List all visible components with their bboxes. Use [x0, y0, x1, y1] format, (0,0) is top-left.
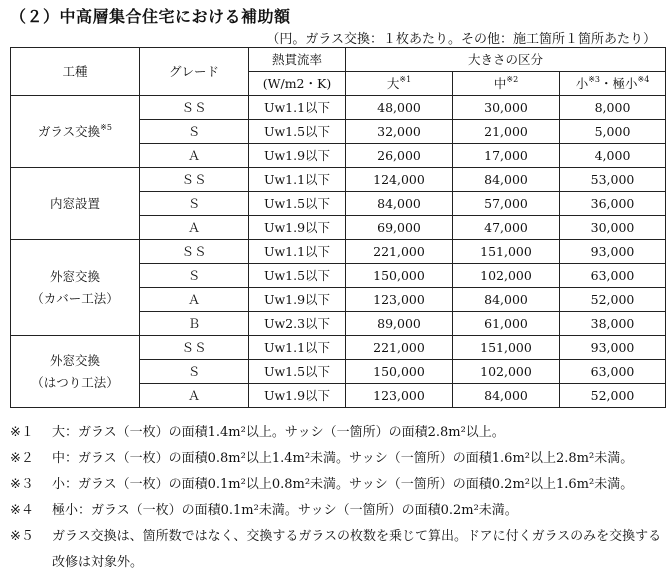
- header-xsmall-sup: ※4: [637, 74, 650, 84]
- category-cell: [11, 336, 140, 408]
- footnote: [10, 524, 665, 576]
- uvalue-cell: Uw1.5以下: [249, 192, 346, 216]
- grade-cell: Ａ: [140, 144, 249, 168]
- category-cell: [11, 240, 140, 336]
- footnote: [10, 420, 665, 446]
- footnote: [10, 472, 665, 498]
- footnote-mark: ※２: [10, 451, 34, 466]
- amount-large-cell: 123,000: [346, 288, 453, 312]
- footnotes: [10, 420, 665, 576]
- footnote-text: ガラス交換は、箇所数ではなく、交換するガラスの枚数を乗じて算出。ドアに付くガラスのみを交換する改修は対象外。: [52, 529, 662, 570]
- category-name-sub: （カバー工法）: [31, 290, 119, 306]
- page-title: （２）中高層集合住宅における補助額: [10, 7, 291, 26]
- grade-cell: Ｓ: [140, 192, 249, 216]
- grade-cell: ＳＳ: [140, 240, 249, 264]
- amount-large-cell: 150,000: [346, 264, 453, 288]
- footnote: [10, 498, 665, 524]
- amount-medium-cell: 57,000: [453, 192, 560, 216]
- category-cell: [11, 168, 140, 240]
- category-cell: [11, 96, 140, 168]
- amount-small-cell: 4,000: [560, 144, 666, 168]
- amount-large-cell: 123,000: [346, 384, 453, 408]
- header-xsmall-label: 極小: [612, 75, 638, 91]
- amount-medium-cell: 151,000: [453, 240, 560, 264]
- uvalue-cell: Uw1.9以下: [249, 144, 346, 168]
- grade-cell: Ｂ: [140, 312, 249, 336]
- header-small: [560, 72, 666, 96]
- grade-cell: ＳＳ: [140, 96, 249, 120]
- footnote-text: 小：ガラス（一枚）の面積0.1m²以上0.8m²未満。サッシ（一箇所）の面積0.2m²以上1.6m²未満。: [52, 477, 634, 492]
- amount-small-cell: 36,000: [560, 192, 666, 216]
- category-name-sub: （はつり工法）: [31, 374, 119, 390]
- grade-cell: Ａ: [140, 288, 249, 312]
- amount-medium-cell: 61,000: [453, 312, 560, 336]
- amount-small-cell: 38,000: [560, 312, 666, 336]
- amount-large-cell: 69,000: [346, 216, 453, 240]
- footnote: [10, 446, 665, 472]
- header-small-sup: ※3: [588, 74, 600, 84]
- amount-small-cell: 52,000: [560, 384, 666, 408]
- uvalue-cell: Uw1.9以下: [249, 384, 346, 408]
- amount-large-cell: 150,000: [346, 360, 453, 384]
- amount-large-cell: 221,000: [346, 336, 453, 360]
- uvalue-cell: Uw1.1以下: [249, 96, 346, 120]
- amount-large-cell: 89,000: [346, 312, 453, 336]
- amount-small-cell: 93,000: [560, 336, 666, 360]
- footnote-mark: ※５: [10, 529, 34, 544]
- footnote-text: 大：ガラス（一枚）の面積1.4m²以上。サッシ（一箇所）の面積2.8m²以上。: [52, 425, 505, 440]
- header-large-label: 大: [386, 75, 400, 91]
- uvalue-cell: Uw2.3以下: [249, 312, 346, 336]
- amount-large-cell: 124,000: [346, 168, 453, 192]
- grade-cell: Ａ: [140, 384, 249, 408]
- amount-small-cell: 53,000: [560, 168, 666, 192]
- amount-small-cell: 8,000: [560, 96, 666, 120]
- uvalue-cell: Uw1.1以下: [249, 168, 346, 192]
- unit-note: （円。ガラス交換：１枚あたり。その他：施工箇所１箇所あたり）: [266, 32, 656, 47]
- amount-medium-cell: 151,000: [453, 336, 560, 360]
- header-uvalue-line1: 熱貫流率: [249, 48, 346, 72]
- header-medium: [453, 72, 560, 96]
- header-large-sup: ※1: [399, 74, 412, 84]
- table-row: [11, 336, 666, 360]
- grade-cell: Ａ: [140, 216, 249, 240]
- header-medium-sup: ※2: [506, 74, 519, 84]
- amount-small-cell: 63,000: [560, 264, 666, 288]
- table-row: [11, 168, 666, 192]
- header-kind: 工種: [11, 48, 140, 96]
- grade-cell: Ｓ: [140, 264, 249, 288]
- header-large: [346, 72, 453, 96]
- amount-medium-cell: 17,000: [453, 144, 560, 168]
- header-small-label: 小: [575, 75, 589, 91]
- amount-small-cell: 63,000: [560, 360, 666, 384]
- amount-medium-cell: 84,000: [453, 288, 560, 312]
- header-medium-label: 中: [493, 75, 507, 91]
- amount-medium-cell: 102,000: [453, 264, 560, 288]
- amount-large-cell: 26,000: [346, 144, 453, 168]
- amount-small-cell: 30,000: [560, 216, 666, 240]
- footnote-text: 中：ガラス（一枚）の面積0.8m²以上1.4m²未満。サッシ（一箇所）の面積1.6m²以上2.8m²未満。: [52, 451, 634, 466]
- uvalue-cell: Uw1.9以下: [249, 216, 346, 240]
- grade-cell: ＳＳ: [140, 336, 249, 360]
- header-small-sep: ・: [600, 75, 613, 91]
- footnote-mark: ※４: [10, 503, 34, 518]
- amount-medium-cell: 84,000: [453, 384, 560, 408]
- table-body: [11, 96, 666, 408]
- category-sup: ※5: [100, 122, 112, 132]
- uvalue-cell: Uw1.1以下: [249, 240, 346, 264]
- table-row: [11, 240, 666, 264]
- footnote-text: 極小：ガラス（一枚）の面積0.1m²未満。サッシ（一箇所）の面積0.2m²未満。: [52, 503, 518, 518]
- footnote-mark: ※１: [10, 425, 34, 440]
- amount-small-cell: 52,000: [560, 288, 666, 312]
- subsidy-table: [10, 47, 666, 408]
- amount-small-cell: 93,000: [560, 240, 666, 264]
- grade-cell: ＳＳ: [140, 168, 249, 192]
- amount-small-cell: 5,000: [560, 120, 666, 144]
- uvalue-cell: Uw1.9以下: [249, 288, 346, 312]
- uvalue-cell: Uw1.5以下: [249, 120, 346, 144]
- category-name: 内窓設置: [49, 195, 100, 211]
- grade-cell: Ｓ: [140, 360, 249, 384]
- amount-medium-cell: 47,000: [453, 216, 560, 240]
- table-header: [11, 48, 666, 96]
- footnote-mark: ※３: [10, 477, 34, 492]
- amount-medium-cell: 102,000: [453, 360, 560, 384]
- header-size-group: 大きさの区分: [346, 48, 666, 72]
- uvalue-cell: Uw1.1以下: [249, 336, 346, 360]
- header-grade: グレード: [140, 48, 249, 96]
- amount-large-cell: 32,000: [346, 120, 453, 144]
- category-name: 外窓交換: [49, 268, 100, 284]
- amount-large-cell: 48,000: [346, 96, 453, 120]
- amount-medium-cell: 21,000: [453, 120, 560, 144]
- amount-medium-cell: 30,000: [453, 96, 560, 120]
- category-name: ガラス交換: [38, 123, 101, 139]
- uvalue-cell: Uw1.5以下: [249, 264, 346, 288]
- category-name: 外窓交換: [49, 352, 100, 368]
- amount-large-cell: 221,000: [346, 240, 453, 264]
- uvalue-cell: Uw1.5以下: [249, 360, 346, 384]
- amount-medium-cell: 84,000: [453, 168, 560, 192]
- amount-large-cell: 84,000: [346, 192, 453, 216]
- header-uvalue-line2: (W/m2・K): [249, 72, 346, 96]
- grade-cell: Ｓ: [140, 120, 249, 144]
- table-row: [11, 96, 666, 120]
